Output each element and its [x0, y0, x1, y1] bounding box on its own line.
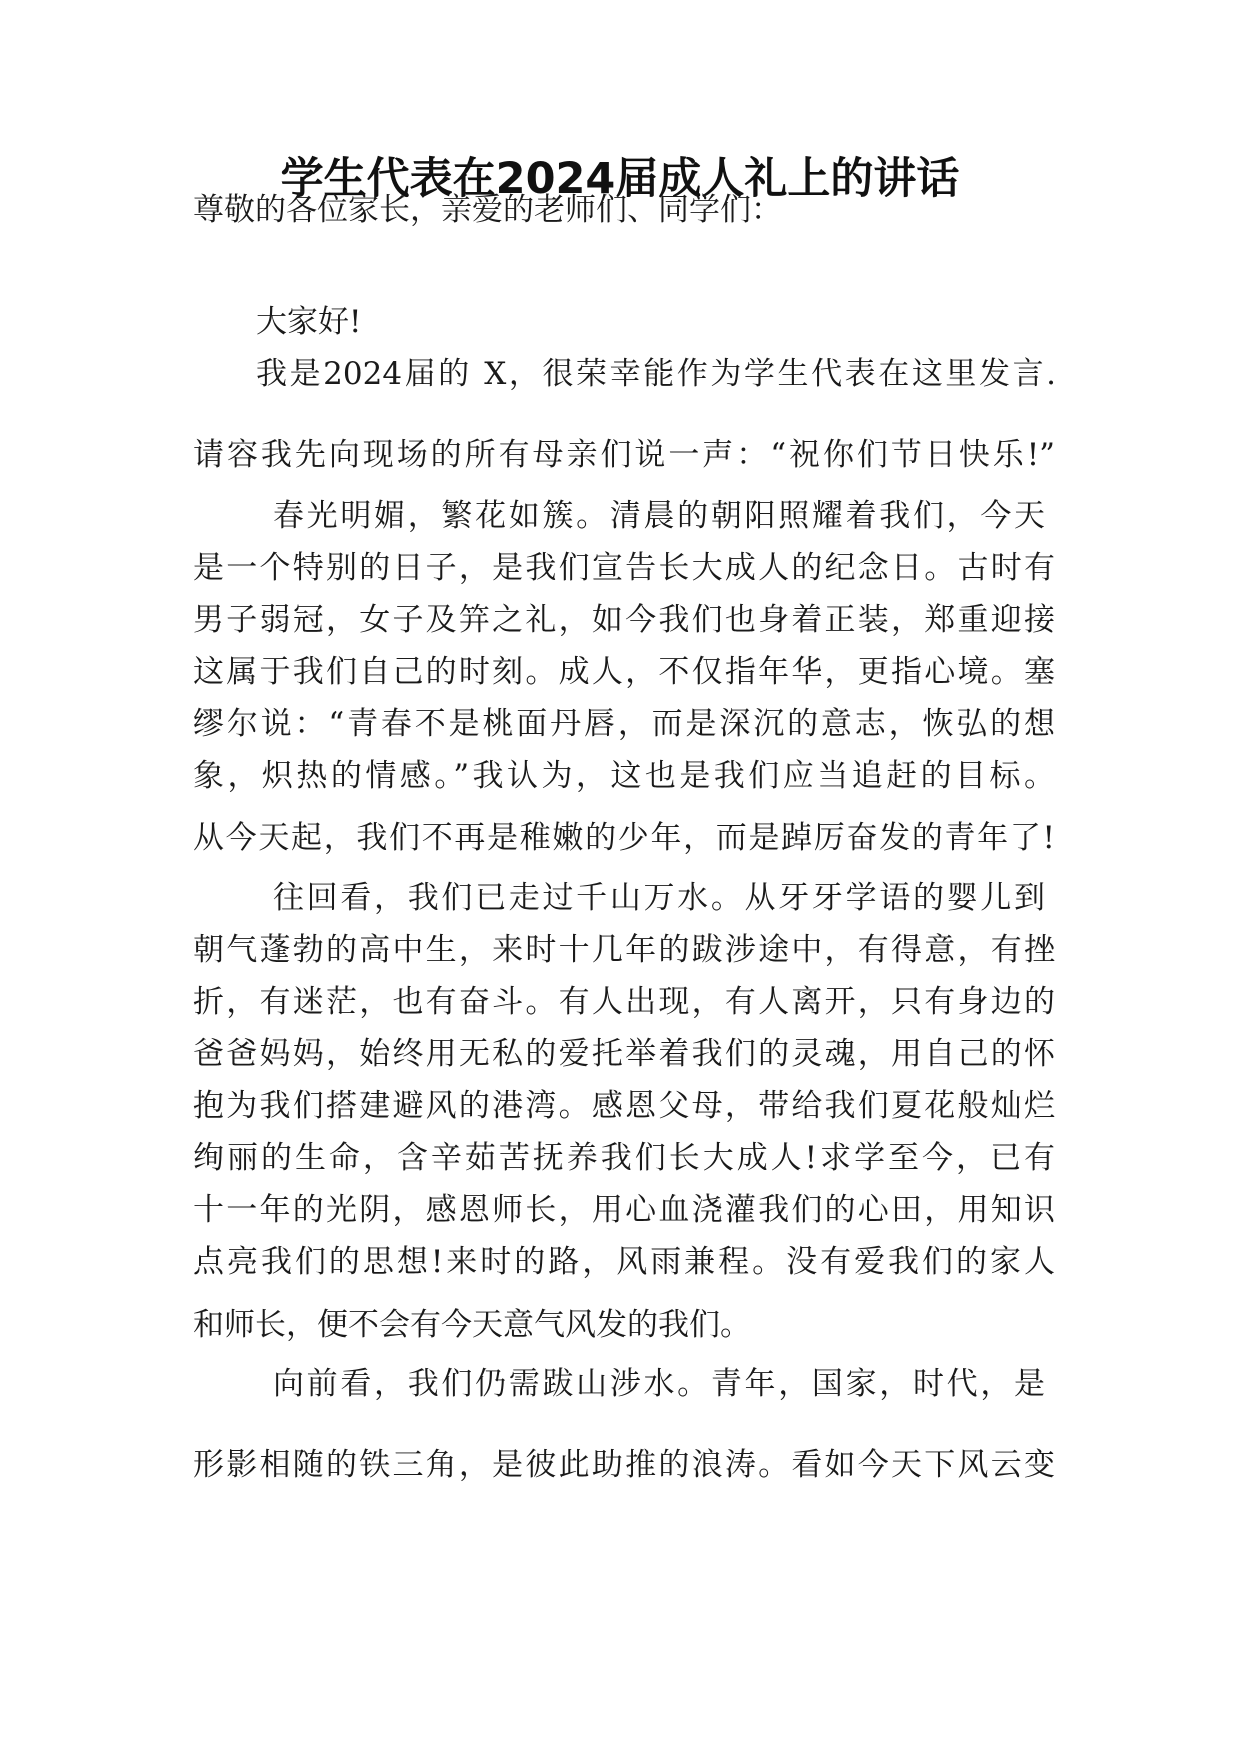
salutation-line: 尊敬的各位家长，亲爱的老师们、同学们：	[193, 192, 782, 228]
paragraph-line: 往回看，我们已走过千山万水。从牙牙学语的婴儿到	[273, 880, 1045, 916]
greeting-line: 大家好!	[256, 304, 362, 340]
paragraph-line: 这属于我们自己的时刻。成人，不仅指年华，更指心境。塞	[193, 654, 1055, 690]
paragraph-line: 抱为我们搭建避风的港湾。感恩父母，带给我们夏花般灿烂	[193, 1088, 1055, 1124]
paragraph-line: 缪尔说：“青春不是桃面丹唇，而是深沉的意志，恢弘的想	[193, 706, 1055, 742]
paragraph-line: 十一年的光阴，感恩师长，用心血浇灌我们的心田，用知识	[193, 1192, 1055, 1228]
paragraph-line: 请容我先向现场的所有母亲们说一声：“祝你们节日快乐!”	[193, 437, 1055, 473]
paragraph-line: 春光明媚，繁花如簇。清晨的朝阳照耀着我们，今天	[273, 498, 1045, 534]
paragraph-line: 从今天起，我们不再是稚嫩的少年，而是踔厉奋发的青年了!	[193, 820, 1055, 856]
paragraph-line: 形影相随的铁三角，是彼此助推的浪涛。看如今天下风云变	[193, 1447, 1055, 1483]
paragraph-line: 折，有迷茫，也有奋斗。有人出现，有人离开，只有身边的	[193, 984, 1055, 1020]
paragraph-line: 是一个特别的日子，是我们宣告长大成人的纪念日。古时有	[193, 550, 1055, 586]
paragraph-line: 点亮我们的思想!来时的路，风雨兼程。没有爱我们的家人	[193, 1244, 1055, 1280]
paragraph-line: 象，炽热的情感。”我认为，这也是我们应当追赶的目标。	[193, 758, 1055, 794]
paragraph-line: 绚丽的生命，含辛茹苦抚养我们长大成人!求学至今，已有	[193, 1140, 1055, 1176]
paragraph-line: 朝气蓬勃的高中生，来时十几年的跋涉途中，有得意，有挫	[193, 932, 1055, 968]
page-title: 学生代表在2024届成人礼上的讲话	[280, 154, 960, 204]
paragraph-line: 爸爸妈妈，始终用无私的爱托举着我们的灵魂，用自己的怀	[193, 1036, 1055, 1072]
paragraph-line: 和师长，便不会有今天意气风发的我们。	[193, 1307, 751, 1343]
paragraph-line: 男子弱冠，女子及笄之礼，如今我们也身着正装，郑重迎接	[193, 602, 1055, 638]
paragraph-line: 我是2024届的 X，很荣幸能作为学生代表在这里发言.	[256, 356, 1056, 392]
paragraph-line: 向前看，我们仍需跋山涉水。青年，国家，时代，是	[273, 1366, 1045, 1402]
